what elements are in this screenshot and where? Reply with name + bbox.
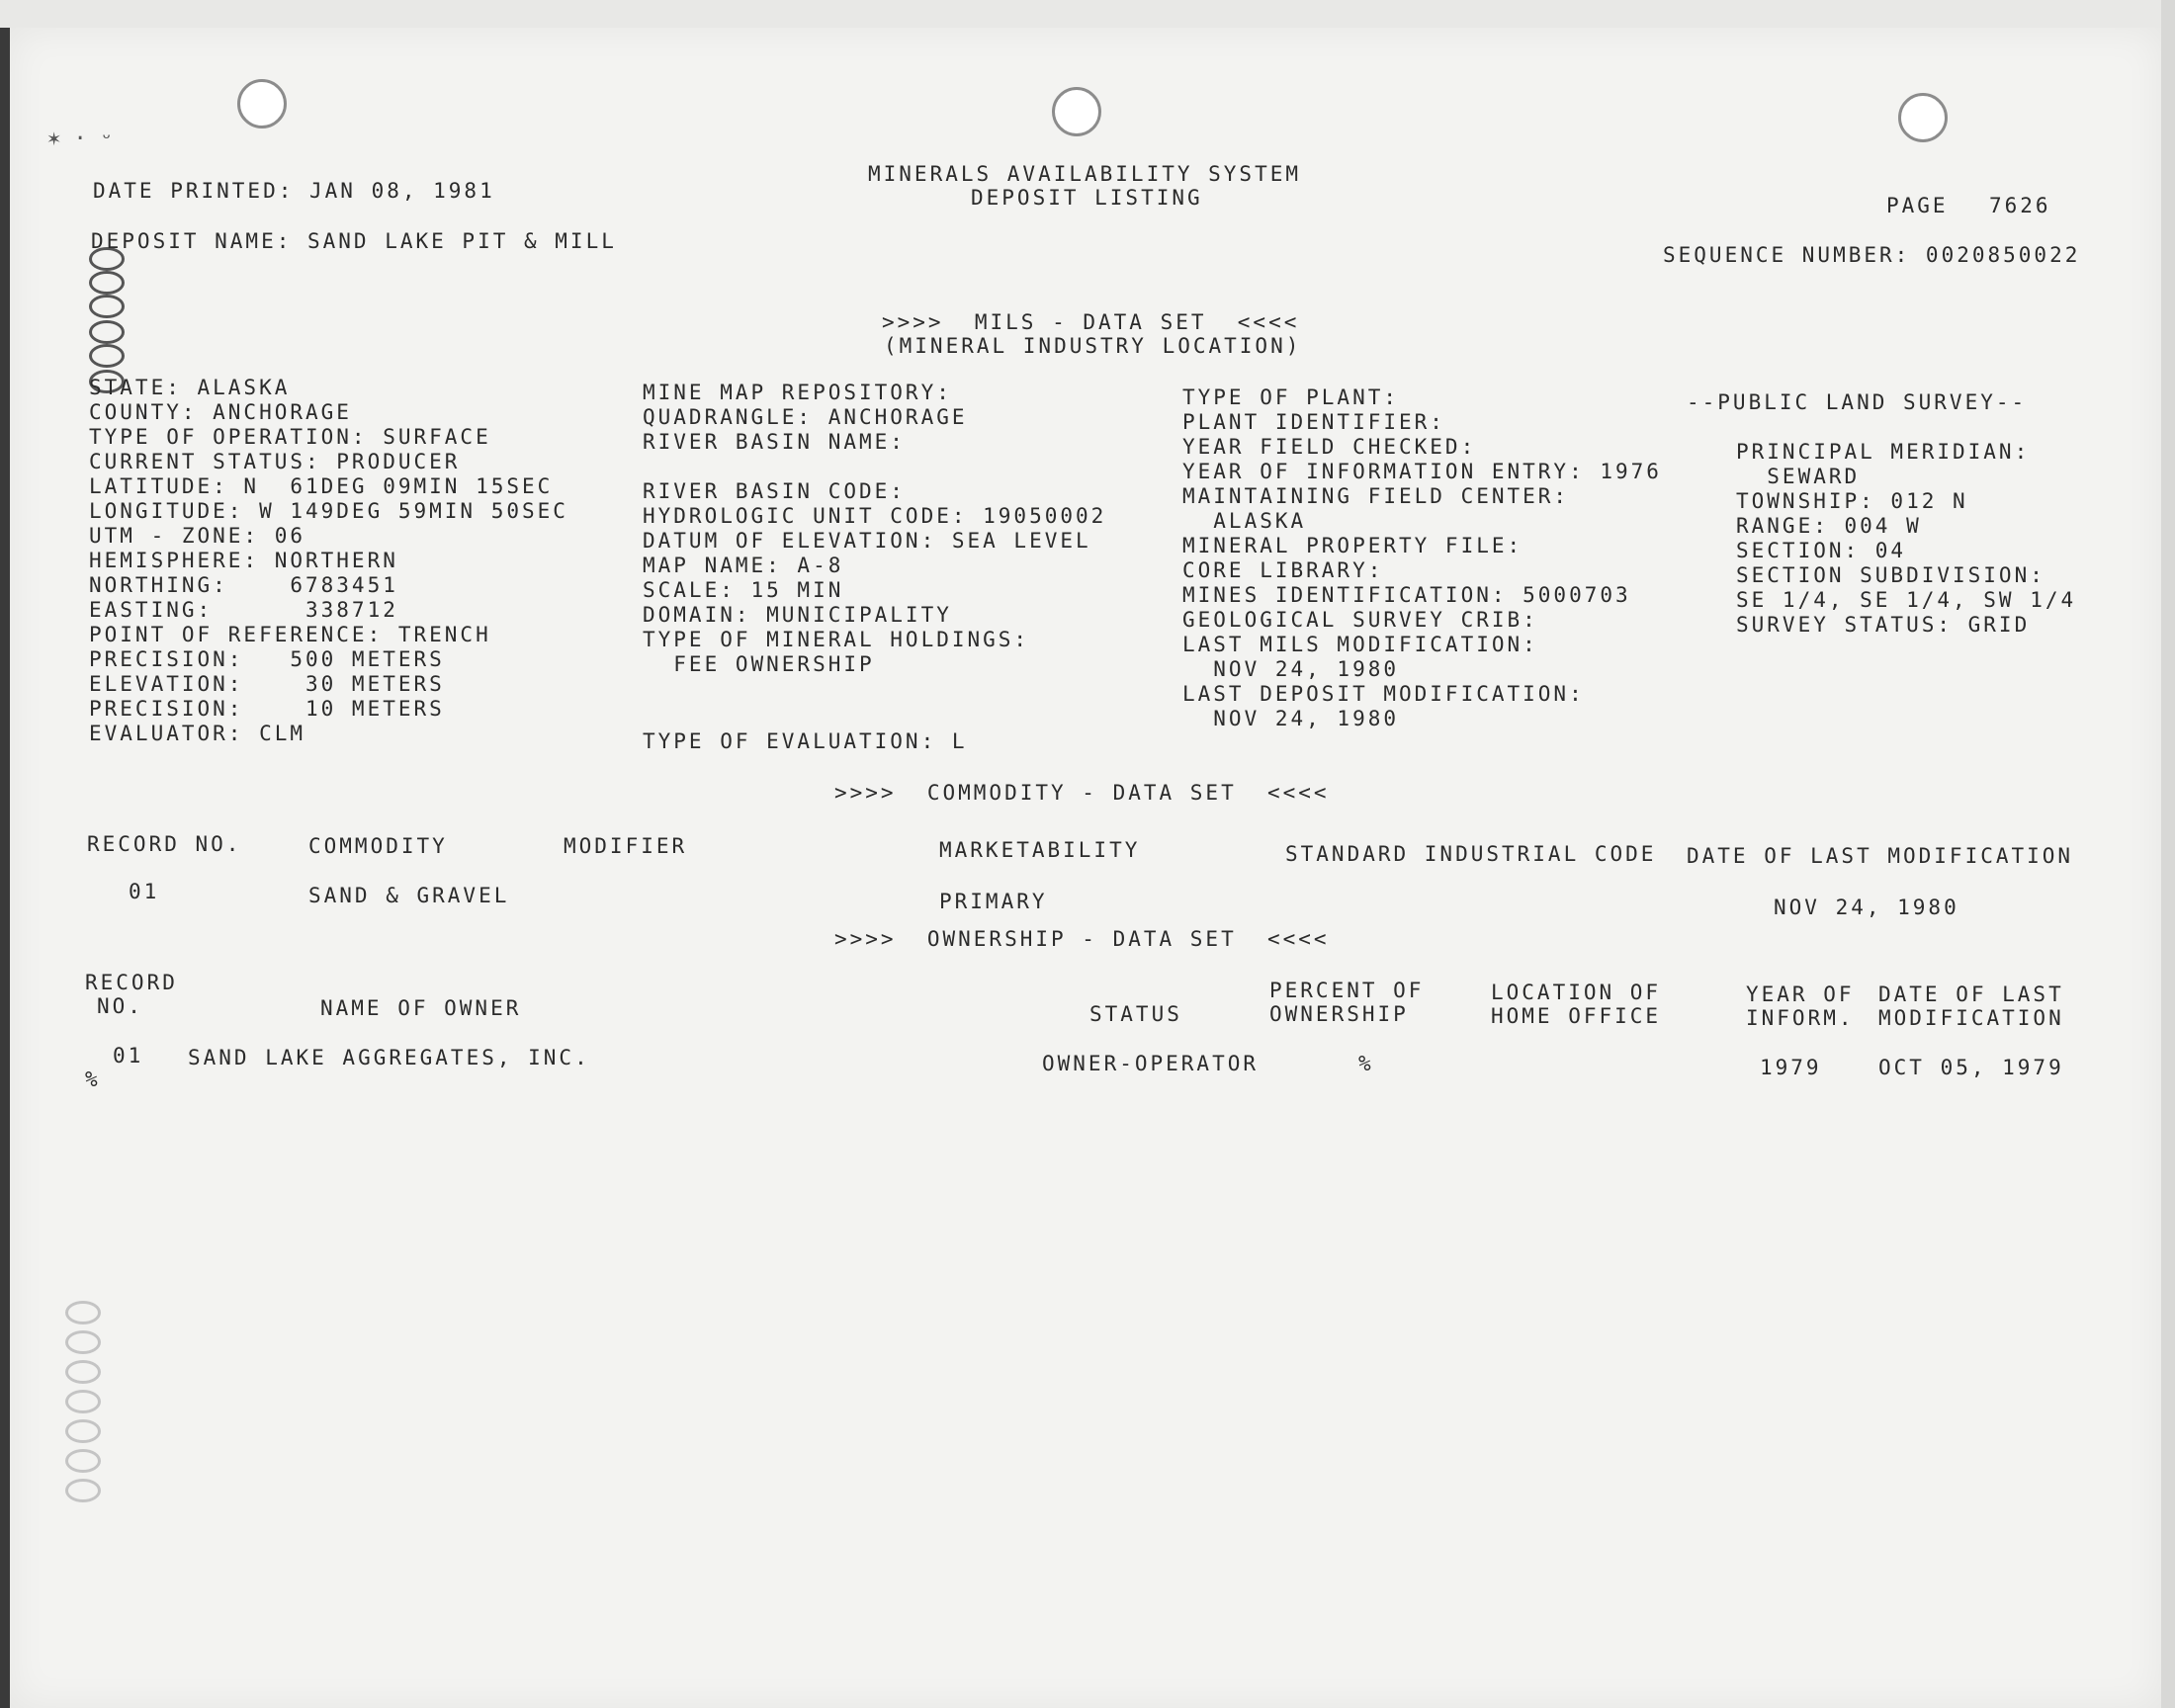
commodity-header-date: DATE OF LAST MODIFICATION [1687,844,2074,868]
mils-field: DATUM OF ELEVATION: SEA LEVEL [643,529,1091,553]
mils-field: ELEVATION: 30 METERS [89,672,445,696]
sprocket-mark-faint [65,1479,101,1502]
deposit-name: DEPOSIT NAME: SAND LAKE PIT & MILL [91,229,617,253]
ownership-record: 01 [113,1044,144,1068]
mils-field: TYPE OF EVALUATION: L [643,729,968,753]
ownership-header-record: NO. [97,994,143,1018]
scan-right-border [2161,0,2175,1708]
ownership-header-percent: OWNERSHIP [1269,1002,1409,1026]
commodity-date: NOV 24, 1980 [1774,896,1959,919]
mils-field: SCALE: 15 MIN [643,578,844,602]
ownership-header-date: MODIFICATION [1878,1006,2064,1030]
mils-field: QUADRANGLE: ANCHORAGE [643,405,968,429]
mils-field: FEE OWNERSHIP [643,652,875,676]
mils-field: PLANT IDENTIFIER: [1182,410,1445,434]
page-label: PAGE [1886,194,1949,217]
punch-hole-left [237,79,287,128]
ownership-status: OWNER-OPERATOR [1042,1052,1260,1075]
mils-field: MINERAL PROPERTY FILE: [1182,534,1523,557]
ownership-header-year: INFORM. [1746,1006,1855,1030]
mils-field: MINE MAP REPOSITORY: [643,381,952,404]
ownership-header-location: LOCATION OF [1491,981,1662,1004]
sprocket-mark [89,271,125,295]
sprocket-mark-faint [65,1330,101,1354]
date-printed: DATE PRINTED: JAN 08, 1981 [93,179,495,203]
mils-field: EASTING: 338712 [89,598,398,622]
mils-field: SURVEY STATUS: GRID [1736,613,2031,637]
mils-field: MINES IDENTIFICATION: 5000703 [1182,583,1631,607]
mils-field: NOV 24, 1980 [1182,707,1400,730]
ownership-header-record: RECORD [85,971,178,994]
mils-field: PRINCIPAL MERIDIAN: [1736,440,2031,464]
mils-heading: >>>> MILS - DATA SET <<<< [882,310,1300,334]
mils-field: LAST MILS MODIFICATION: [1182,633,1538,656]
sprocket-mark [89,320,125,344]
mils-field: YEAR OF INFORMATION ENTRY: 1976 [1182,460,1662,483]
sprocket-mark [89,344,125,368]
mils-field: EVALUATOR: CLM [89,722,306,745]
mils-field: CORE LIBRARY: [1182,558,1384,582]
sprocket-mark-faint [65,1449,101,1473]
ownership-header-status: STATUS [1089,1002,1182,1026]
mils-field: TYPE OF PLANT: [1182,385,1400,409]
ownership-date: OCT 05, 1979 [1878,1056,2064,1079]
mils-field: NORTHING: 6783451 [89,573,398,597]
commodity-header-marketability: MARKETABILITY [939,838,1141,862]
commodity-header-modifier: MODIFIER [564,834,688,858]
punch-hole-center [1052,87,1101,136]
page-number: 7626 [1989,194,2051,217]
ink-smudge: ✶ · ᵕ [47,127,114,151]
commodity-header-sic: STANDARD INDUSTRIAL CODE [1285,842,1657,866]
mils-field: HYDROLOGIC UNIT CODE: 19050002 [643,504,1107,528]
ownership-header-name: NAME OF OWNER [320,996,522,1020]
mils-field: CURRENT STATUS: PRODUCER [89,450,461,473]
mils-field: SECTION SUBDIVISION: [1736,563,2045,587]
mils-field: PRECISION: 500 METERS [89,647,445,671]
sprocket-mark-faint [65,1360,101,1384]
mils-field: TOWNSHIP: 012 N [1736,489,1968,513]
mils-field: MAP NAME: A-8 [643,554,844,577]
mils-field: PRECISION: 10 METERS [89,697,445,721]
mils-field: SE 1/4, SE 1/4, SW 1/4 [1736,588,2077,612]
ownership-header-year: YEAR OF [1746,982,1855,1006]
mils-field: UTM - ZONE: 06 [89,524,306,548]
mils-field: COUNTY: ANCHORAGE [89,400,352,424]
mils-field: SEWARD [1736,465,1861,488]
commodity-name: SAND & GRAVEL [308,884,510,907]
sprocket-mark [89,295,125,318]
mils-field: HEMISPHERE: NORTHERN [89,549,398,572]
listing-title: DEPOSIT LISTING [971,186,1203,210]
sprocket-mark-faint [65,1301,101,1324]
ownership-year: 1979 [1760,1056,1822,1079]
document-page [10,28,2161,1708]
mils-field: YEAR FIELD CHECKED: [1182,435,1477,459]
public-land-survey-heading: --PUBLIC LAND SURVEY-- [1687,390,2028,414]
mils-field: LONGITUDE: W 149DEG 59MIN 50SEC [89,499,568,523]
scan-top-border [0,0,2175,28]
ownership-marker: % [85,1068,101,1091]
punch-hole-right [1898,93,1948,142]
ownership-percent: % [1358,1052,1374,1075]
mils-field: RANGE: 004 W [1736,514,1922,538]
mils-field: LATITUDE: N 61DEG 09MIN 15SEC [89,474,554,498]
commodity-marketability: PRIMARY [939,890,1048,913]
mils-field: NOV 24, 1980 [1182,657,1400,681]
mils-field: TYPE OF OPERATION: SURFACE [89,425,491,449]
commodity-record: 01 [129,880,160,903]
system-title: MINERALS AVAILABILITY SYSTEM [868,162,1302,186]
ownership-heading: >>>> OWNERSHIP - DATA SET <<<< [834,927,1330,951]
mils-field: POINT OF REFERENCE: TRENCH [89,623,491,646]
sprocket-mark-faint [65,1419,101,1443]
mils-field: LAST DEPOSIT MODIFICATION: [1182,682,1585,706]
mils-field: ALASKA [1182,509,1307,533]
commodity-heading: >>>> COMMODITY - DATA SET <<<< [834,781,1330,805]
commodity-header-commodity: COMMODITY [308,834,448,858]
sequence-number: SEQUENCE NUMBER: 0020850022 [1663,243,2081,267]
mils-field: STATE: ALASKA [89,376,291,399]
mils-field: DOMAIN: MUNICIPALITY [643,603,952,627]
mils-field: MAINTAINING FIELD CENTER: [1182,484,1570,508]
ownership-header-date: DATE OF LAST [1878,982,2064,1006]
commodity-header-record: RECORD NO. [87,832,242,856]
mils-field: RIVER BASIN CODE: [643,479,906,503]
ownership-owner-name: SAND LAKE AGGREGATES, INC. [188,1046,590,1069]
sprocket-mark-faint [65,1390,101,1413]
mils-field: TYPE OF MINERAL HOLDINGS: [643,628,1030,651]
mils-field: RIVER BASIN NAME: [643,430,906,454]
ownership-header-location: HOME OFFICE [1491,1004,1662,1028]
mils-field: GEOLOGICAL SURVEY CRIB: [1182,608,1538,632]
mils-field: SECTION: 04 [1736,539,1907,562]
mils-subheading: (MINERAL INDUSTRY LOCATION) [884,334,1302,358]
ownership-header-percent: PERCENT OF [1269,979,1425,1002]
